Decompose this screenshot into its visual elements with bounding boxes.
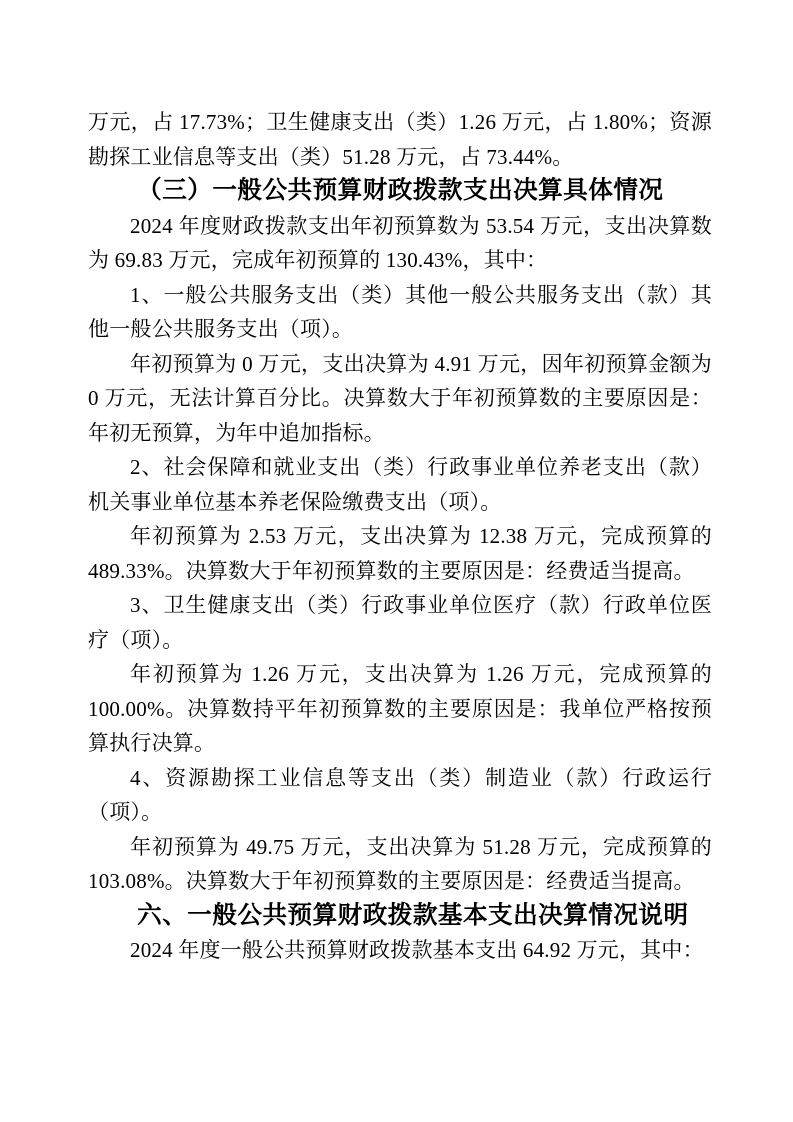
section-heading-6-basic-expenditure: 六、一般公共预算财政拨款基本支出决算情况说明: [137, 901, 689, 929]
paragraph-item-3-figures: 年初预算为 1.26 万元，支出决算为 1.26 万元，完成预算的 100.00%。决算数持平年初预算数的主要原因是：我单位严格按预算执行决算。: [88, 662, 712, 755]
paragraph-2024-budget-overview: 2024 年度财政拨款支出年初预算数为 53.54 万元，支出决算数为 69.83 万元，完成年初预算的 130.43%，其中：: [88, 213, 712, 272]
document-content: [88, 105, 712, 968]
paragraph-expenditure-share-continuation: 万元，占 17.73%；卫生健康支出（类）1.26 万元，占 1.80%；资源勘探工业信息等支出（类）51.28 万元，占 73.44%。: [88, 110, 712, 169]
paragraph-item-2-social-security: 2、社会保障和就业支出（类）行政事业单位养老支出（款）机关事业单位基本养老保险缴费支出（项）。: [88, 455, 712, 514]
section-heading-3-expenditure-details: （三）一般公共预算财政拨款支出决算具体情况: [137, 177, 664, 204]
paragraph-item-4-figures: 年初预算为 49.75 万元，支出决算为 51.28 万元，完成预算的 103.08%。决算数大于年初预算数的主要原因是：经费适当提高。: [88, 834, 712, 893]
paragraph-item-1-figures: 年初预算为 0 万元，支出决算为 4.91 万元，因年初预算金额为 0 万元，无法计算百分比。决算数大于年初预算数的主要原因是：年初无预算，为年中追加指标。: [88, 351, 712, 445]
paragraph-item-2-figures: 年初预算为 2.53 万元，支出决算为 12.38 万元，完成预算的 489.33%。决算数大于年初预算数的主要原因是：经费适当提高。: [88, 524, 712, 583]
paragraph-basic-expenditure-total: 2024 年度一般公共预算财政拨款基本支出 64.92 万元，其中：: [130, 938, 704, 962]
paragraph-item-3-health: 3、卫生健康支出（类）行政事业单位医疗（款）行政单位医疗（项）。: [88, 593, 712, 652]
paragraph-item-4-resource-exploration: 4、资源勘探工业信息等支出（类）制造业（款）行政运行（项）。: [88, 765, 712, 824]
paragraph-item-1-general-public-services: 1、一般公共服务支出（类）其他一般公共服务支出（款）其他一般公共服务支出（项）。: [88, 282, 712, 341]
